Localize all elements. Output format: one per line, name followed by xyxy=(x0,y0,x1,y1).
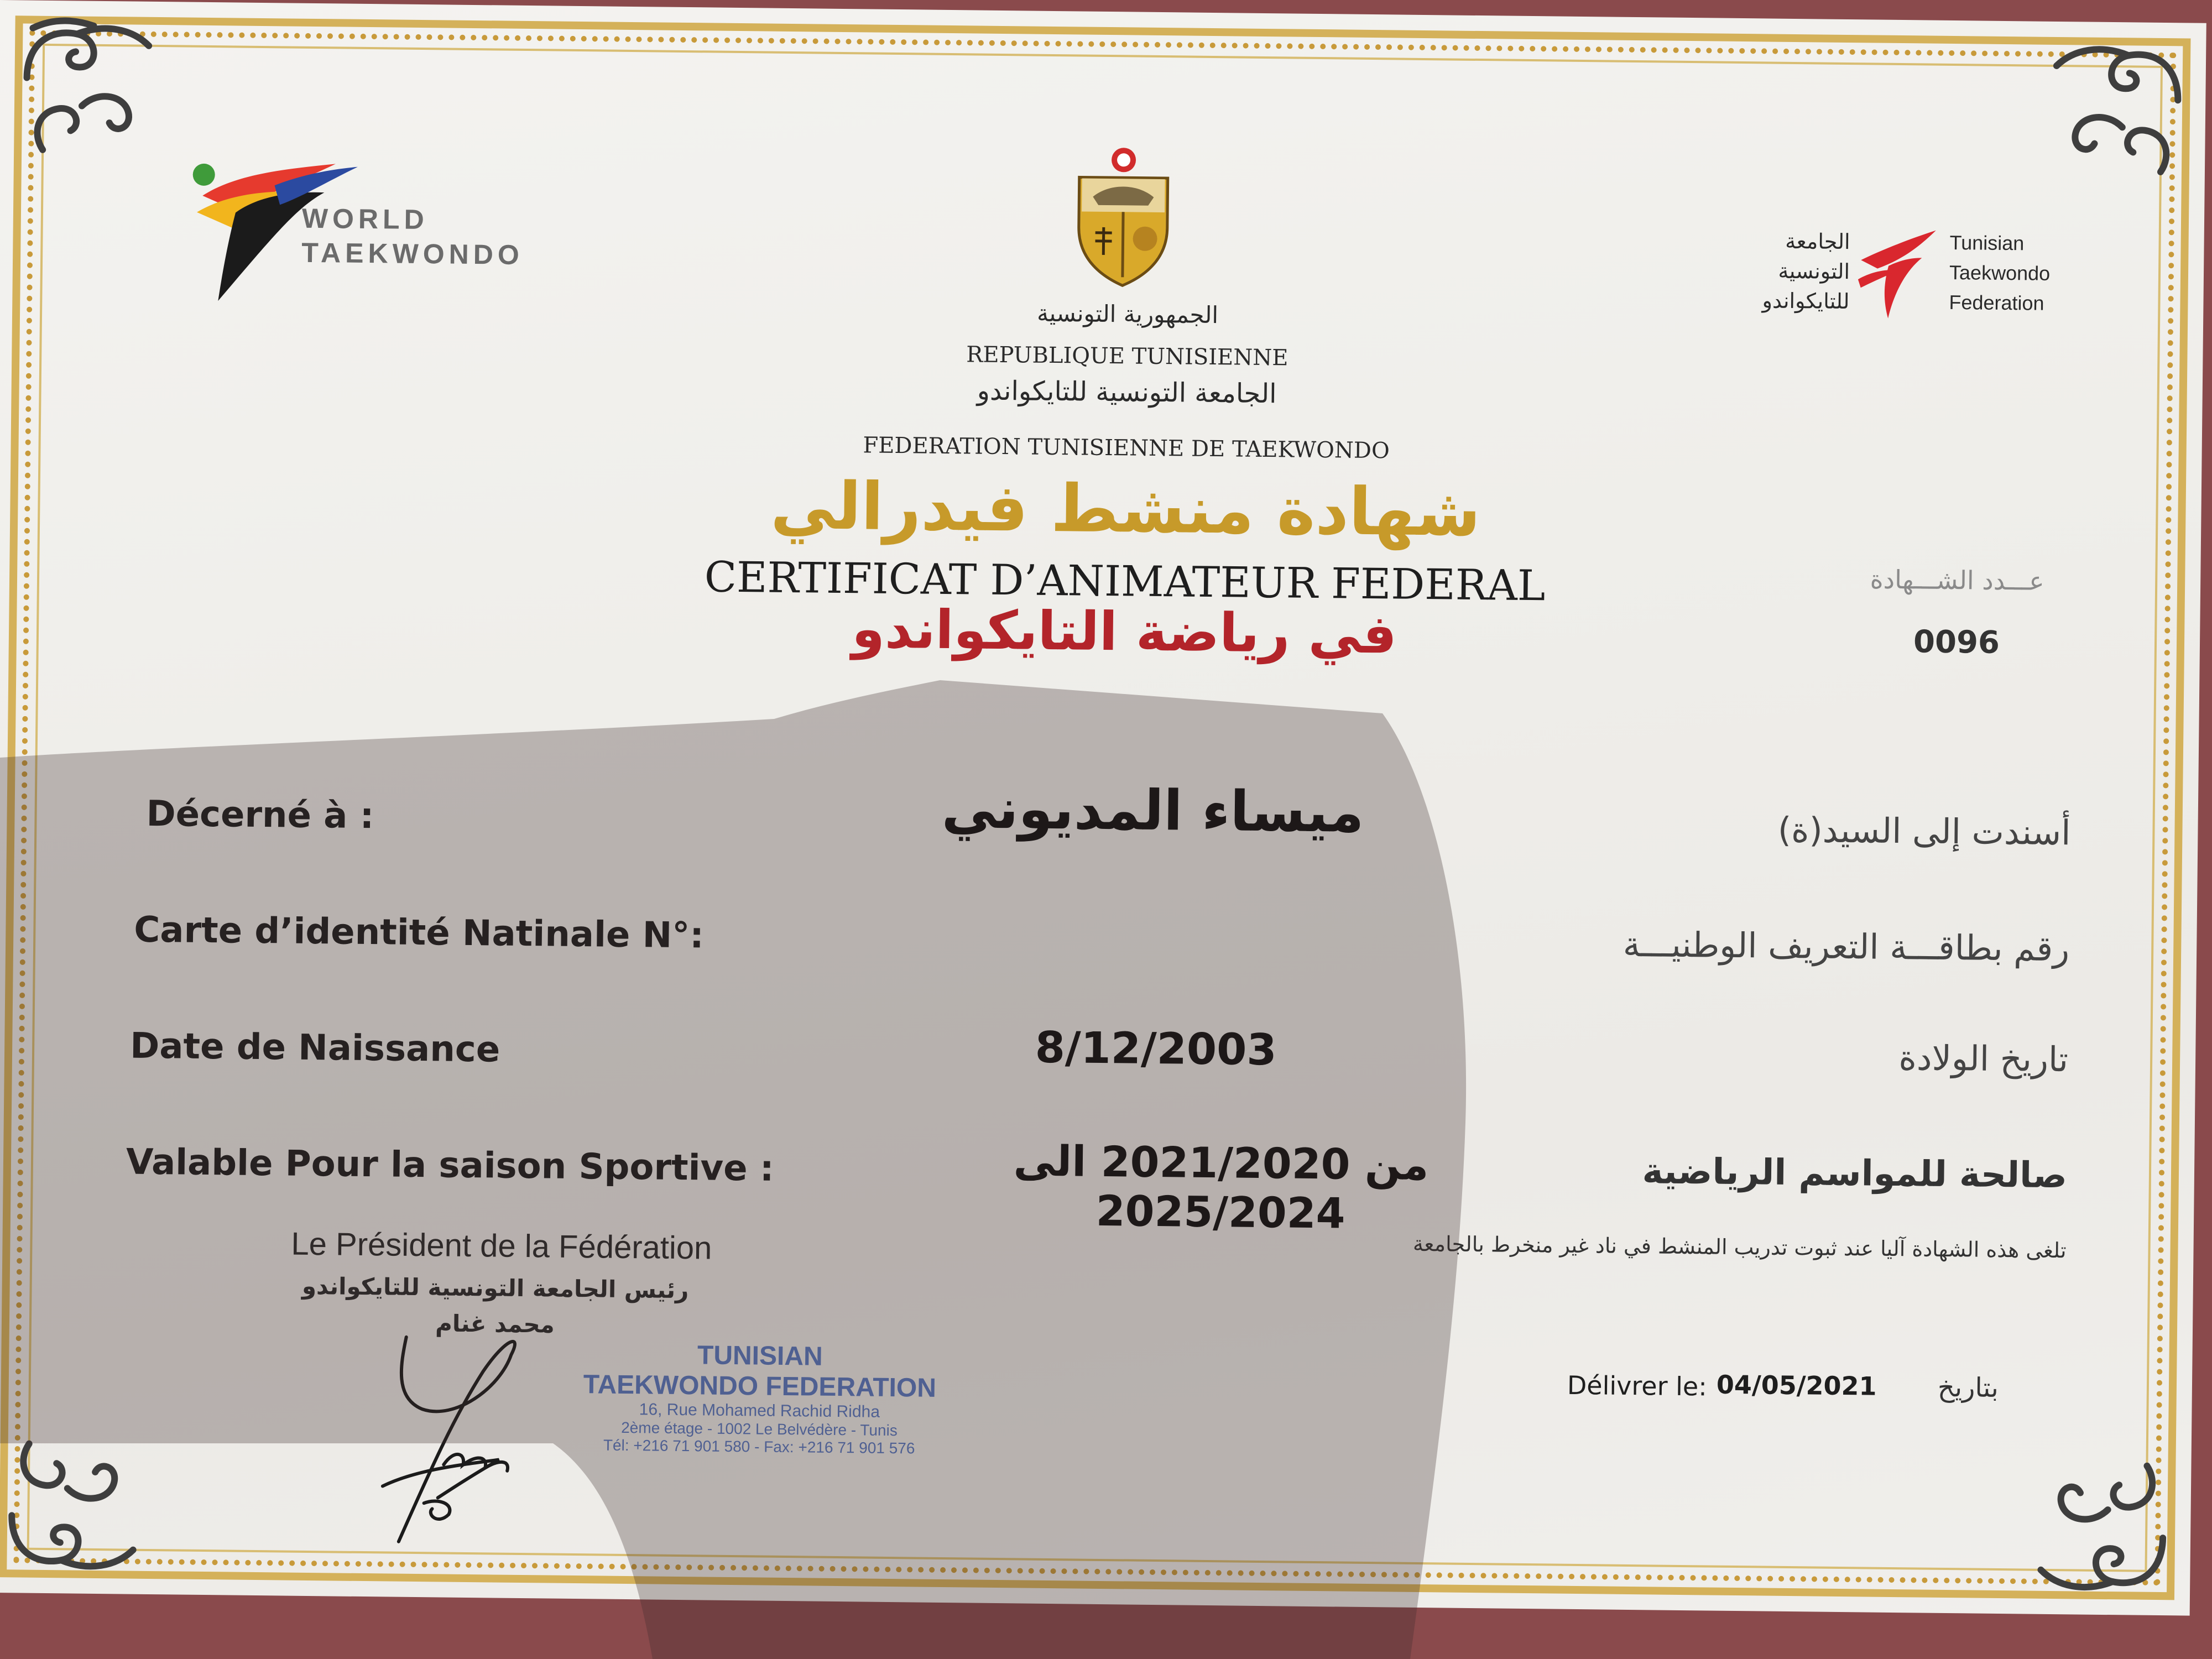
corner-ornament-icon xyxy=(0,1399,179,1583)
ttf-ar-line2: التونسية xyxy=(1778,258,1850,284)
delivery-label: Délivrer le: xyxy=(1567,1370,1708,1402)
ttf-mark-icon xyxy=(1855,227,1939,322)
stamp-line3: 16, Rue Mohamed Rachid Ridha xyxy=(639,1400,880,1421)
awarded-to-label: Décerné à : xyxy=(146,793,374,837)
id-card-arabic: رقم بطاقـــة التعريف الوطنيـــة xyxy=(1623,924,2070,969)
certificate-subtitle-arabic: في رياضة التايكواندو xyxy=(851,598,1397,666)
cancellation-notice: تلغى هذه الشهادة آليا عند ثبوت تدريب المنشط في ناد غير منخرط بالجامعة xyxy=(1412,1231,2067,1263)
stamp-line2: TAEKWONDO FEDERATION xyxy=(583,1370,937,1403)
awarded-to-arabic: أسندت إلى السيد(ة) xyxy=(1777,809,2071,853)
certificate-title-arabic: شهادة منشط فيدرالي xyxy=(770,467,1481,551)
stamp-line5: Tél: +216 71 901 580 - Fax: +216 71 901 576 xyxy=(603,1436,915,1457)
tunisia-coat-of-arms-icon xyxy=(1070,144,1177,289)
world-taekwondo-logo xyxy=(190,152,546,310)
birth-date-label: Date de Naissance xyxy=(129,1025,500,1071)
wt-line2: TAEKWONDO xyxy=(301,237,524,270)
ttf-arabic-name xyxy=(1762,226,1850,316)
ttf-logo xyxy=(1717,226,2072,329)
federation-stamp xyxy=(582,1339,937,1458)
awardee-name: ميساء المديوني xyxy=(941,775,1365,845)
delivery-arabic-label: بتاريخ xyxy=(1937,1371,1999,1404)
certificate-number-label: عـــدد الشـــهادة xyxy=(1870,564,2045,596)
valid-season-value: من 2021/2020 الى 2025/2024 xyxy=(1013,1136,1429,1238)
corner-ornament-icon xyxy=(2011,32,2195,216)
birth-date-arabic: تاريخ الولادة xyxy=(1898,1037,2069,1080)
ttf-english-name xyxy=(1949,228,2051,319)
president-title-arabic: رئيس الجامعة التونسية للتايكواندو xyxy=(301,1272,689,1304)
president-name: محمد غنام xyxy=(435,1310,555,1338)
ttf-ar-line1: الجامعة xyxy=(1785,228,1850,254)
president-title-french: Le Président de la Fédération xyxy=(291,1225,712,1266)
wt-line1: WORLD xyxy=(301,202,429,236)
ttf-en-line1: Tunisian xyxy=(1949,231,2025,255)
federation-french: FEDERATION TUNISIENNE DE TAEKWONDO xyxy=(863,432,1390,464)
federation-arabic: الجامعة التونسية للتايكواندو xyxy=(977,375,1277,410)
valid-season-arabic: صالحة للمواسم الرياضية xyxy=(1642,1151,2068,1197)
ttf-ar-line3: للتايكواندو xyxy=(1762,288,1850,314)
valid-season-label: Valable Pour la saison Sportive : xyxy=(126,1141,774,1190)
delivery-date: 04/05/2021 xyxy=(1716,1369,1877,1401)
id-card-label: Carte d’identité Natinale N°: xyxy=(134,909,705,957)
certificate-number-value: 0096 xyxy=(1913,624,2000,661)
president-signature-icon xyxy=(371,1320,606,1554)
ttf-en-line2: Taekwondo xyxy=(1949,260,2051,285)
birth-date-value: 8/12/2003 xyxy=(1035,1022,1277,1076)
corner-ornament-icon xyxy=(9,11,193,195)
stamp-line4: 2ème étage - 1002 Le Belvédère - Tunis xyxy=(621,1418,898,1439)
stamp-line1: TUNISIAN xyxy=(697,1340,823,1371)
republic-french: REPUBLIQUE TUNISIENNE xyxy=(966,342,1288,371)
ttf-en-line3: Federation xyxy=(1949,290,2044,315)
corner-ornament-icon xyxy=(1996,1420,2180,1604)
certificate-title-french: CERTIFICAT D’ANIMATEUR FEDERAL xyxy=(704,552,1546,611)
republic-arabic: الجمهورية التونسية xyxy=(1036,299,1219,329)
